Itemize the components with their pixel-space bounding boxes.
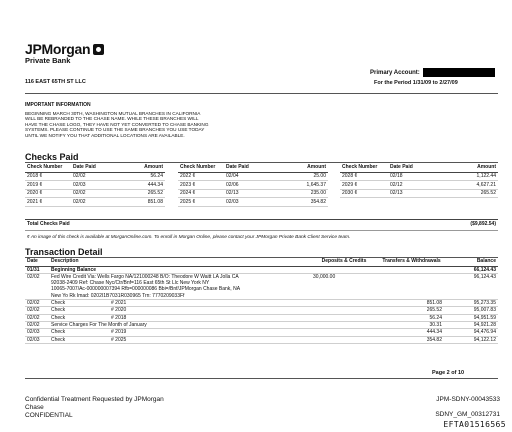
info-line: WILL BE REBRANDED TO THE CHASE NAME. WHILE THESE BRANCHES WILL	[25, 116, 199, 122]
table-row	[178, 181, 328, 190]
col-date-paid: Date Paid	[71, 165, 117, 172]
check-date: 02/03	[71, 181, 117, 190]
table-row	[25, 321, 498, 328]
txn-date: 02/02	[25, 321, 49, 328]
check-number: 2028 ¢	[340, 172, 388, 181]
txn-withdrawal: 30.31	[379, 321, 444, 328]
txn-balance: 95,273.35	[444, 300, 498, 307]
txn-withdrawal: 354.82	[379, 336, 444, 343]
info-line: UNTIL WE NOTIFY YOU THAT ADDITIONAL LOCATIONS ARE AVAILABLE.	[25, 132, 185, 138]
total-checks-label: Total Checks Paid	[27, 221, 70, 227]
txn-deposit	[309, 321, 379, 328]
table-row	[25, 273, 498, 299]
table-row	[25, 336, 498, 343]
txn-date: 01/31	[25, 266, 49, 273]
check-number: 2023 ¢	[178, 181, 224, 190]
transaction-table	[25, 259, 498, 344]
total-checks-value: ($9,892.54)	[470, 221, 496, 227]
desc-type: Check	[51, 307, 66, 314]
txn-description	[49, 329, 309, 336]
table-row	[25, 314, 498, 321]
checks-paid-title: Checks Paid	[25, 152, 79, 162]
check-number: 2018 ¢	[25, 172, 71, 181]
txn-balance: 94,921.28	[444, 321, 498, 328]
statement-period: For the Period 1/31/09 to 2/27/09	[374, 80, 458, 86]
footer-divider	[25, 378, 498, 379]
desc-type: Check	[51, 336, 66, 343]
col-check-number: Check Number	[25, 165, 71, 172]
check-number: 2030 ¢	[340, 189, 388, 198]
check-date: 02/04	[224, 172, 274, 181]
check-image-note: ¢ An image of this check is available at MorganOnline.com. To enroll in Morgan Online, please contact your JPMorgan Private Bank Client Service team.	[27, 235, 351, 240]
checks-table-2	[178, 165, 328, 207]
col-balance: Balance	[444, 259, 498, 266]
col-date-paid: Date Paid	[224, 165, 274, 172]
desc-line: Fed Wire Credit Via: Wells Fargo NA/121000248 B/O: Theodore W Waitt LA Jolla CA	[51, 273, 239, 280]
check-amount: 354.82	[274, 198, 328, 207]
check-date: 02/02	[71, 189, 117, 198]
confidential-label: CONFIDENTIAL	[25, 412, 73, 419]
txn-description	[49, 314, 309, 321]
check-number: 2021 ¢	[25, 198, 71, 207]
efta-bates-number: EFTA01516565	[443, 420, 506, 429]
txn-description	[49, 273, 309, 299]
col-amount: Amount	[117, 165, 165, 172]
important-info-text	[25, 111, 315, 138]
txn-deposit	[309, 300, 379, 307]
brand-logo	[25, 41, 104, 57]
check-date: 02/13	[388, 189, 440, 198]
page-indicator: Page 2 of 10	[432, 370, 465, 376]
table-row	[25, 172, 165, 181]
checks-table-1	[25, 165, 165, 207]
header-divider	[25, 93, 498, 94]
check-date: 02/03	[224, 198, 274, 207]
info-line: SYSTEMS. PLEASE CONTINUE TO USE THE SAME BRANCHES YOU USE TODAY	[25, 127, 205, 133]
check-number: 2022 ¢	[178, 172, 224, 181]
desc-line: 10065-7007/Ac-000000007394 Rfb=000000086 Bbi=/Bnf/JPMorgan Chase Bank, NA	[51, 286, 241, 293]
beginning-balance-row	[25, 266, 498, 273]
check-number: 2019 ¢	[25, 181, 71, 190]
txn-balance: 95,007.83	[444, 307, 498, 314]
txn-balance: 66,124.43	[444, 266, 498, 273]
check-date: 02/13	[224, 189, 274, 198]
checks-divider	[25, 162, 498, 163]
check-amount: 444.34	[117, 181, 165, 190]
col-description: Description	[49, 259, 309, 266]
check-number: 2020 ¢	[25, 189, 71, 198]
bates-sdny: SDNY_GM_00312731	[435, 411, 500, 418]
table-row	[178, 172, 328, 181]
check-date: 02/02	[71, 172, 117, 181]
confidential-treatment-line: Confidential Treatment Requested by JPMorgan	[25, 396, 164, 403]
check-amount: 265.52	[440, 189, 498, 198]
table-row	[25, 189, 165, 198]
check-amount: 25.00	[274, 172, 328, 181]
brand-name: JPMorgan	[25, 41, 91, 57]
table-row	[178, 189, 328, 198]
account-holder-address: 116 EAST 65TH ST LLC	[25, 79, 86, 85]
footer-left	[25, 396, 164, 420]
table-row	[340, 172, 498, 181]
txn-description	[49, 336, 309, 343]
transaction-detail-title: Transaction Detail	[25, 247, 103, 257]
table-row	[25, 329, 498, 336]
col-deposits: Deposits & Credits	[309, 259, 379, 266]
desc-number: # 2025	[111, 336, 127, 343]
desc-line: New Yo Rk Imad: 0202I1B7031R030965 Trn: 7770209033Ff	[51, 292, 185, 299]
txn-withdrawal: 56.24	[379, 314, 444, 321]
checks-bottom-divider	[25, 230, 498, 231]
txn-deposit	[309, 329, 379, 336]
desc-line: 92038-2409 Ref: Chase Nyc/Ctr/Bnf=116 East 65th St Llc New York NY	[51, 280, 210, 287]
txn-withdrawal: 851.08	[379, 300, 444, 307]
col-date-paid: Date Paid	[388, 165, 440, 172]
octagon-logo-icon	[93, 44, 104, 55]
desc-number: # 2020	[111, 307, 127, 314]
col-check-number: Check Number	[340, 165, 388, 172]
checks-total-divider	[25, 219, 498, 220]
desc-number: # 2019	[111, 329, 127, 336]
txn-withdrawal	[379, 273, 444, 299]
primary-account-label: Primary Account:	[370, 70, 420, 76]
check-amount: 1,122.44	[440, 172, 498, 181]
table-row	[25, 181, 165, 190]
check-number: 2025 ¢	[178, 198, 224, 207]
info-line: BEGINNING MARCH 30TH, WASHINGTON MUTUAL BRANCHES IN CALIFORNIA	[25, 111, 201, 116]
table-row	[25, 198, 165, 207]
desc-type: Check	[51, 314, 66, 321]
check-amount: 265.52	[117, 189, 165, 198]
table-row	[25, 300, 498, 307]
desc-type: Check	[51, 300, 66, 307]
col-date: Date	[25, 259, 49, 266]
txn-date: 02/02	[25, 300, 49, 307]
bates-jpm: JPM-SDNY-00043533	[436, 396, 500, 403]
col-check-number: Check Number	[178, 165, 224, 172]
check-date: 02/12	[388, 181, 440, 190]
footer-right	[420, 396, 500, 419]
check-date: 02/06	[224, 181, 274, 190]
col-amount: Amount	[440, 165, 498, 172]
txn-description	[49, 307, 309, 314]
txn-withdrawal: 444.34	[379, 329, 444, 336]
txn-date: 02/02	[25, 273, 49, 299]
txn-deposit	[309, 314, 379, 321]
txn-deposit: 30,000.00	[309, 273, 379, 299]
table-row	[340, 189, 498, 198]
txn-description	[49, 300, 309, 307]
txn-withdrawal: 265.52	[379, 307, 444, 314]
check-amount: 235.00	[274, 189, 328, 198]
desc-number: # 2018	[111, 314, 127, 321]
txn-description: Service Charges For The Month of January	[49, 321, 309, 328]
table-row	[25, 307, 498, 314]
col-amount: Amount	[274, 165, 328, 172]
checks-table-3	[340, 165, 498, 198]
txn-deposit	[309, 336, 379, 343]
txn-date: 02/03	[25, 336, 49, 343]
redacted-account-number	[423, 68, 495, 77]
table-row	[178, 198, 328, 207]
check-date: 02/02	[71, 198, 117, 207]
check-number: 2029 ¢	[340, 181, 388, 190]
brand-subtitle: Private Bank	[25, 56, 71, 65]
txn-date: 02/02	[25, 314, 49, 321]
info-line: HAVE THE CHASE LOGO, THEY HAVE NOT YET CONVERTED TO CHASE BANKING	[25, 121, 209, 127]
txn-balance: 94,476.94	[444, 329, 498, 336]
check-number: 2024 ¢	[178, 189, 224, 198]
important-info-title: IMPORTANT INFORMATION	[25, 102, 91, 108]
table-row	[340, 181, 498, 190]
check-amount: 56.24	[117, 172, 165, 181]
txn-date: 02/02	[25, 307, 49, 314]
check-date: 02/18	[388, 172, 440, 181]
check-amount: 1,645.37	[274, 181, 328, 190]
desc-number: # 2021	[111, 300, 127, 307]
desc-type: Check	[51, 329, 66, 336]
col-transfers: Transfers & Withdrawals	[379, 259, 444, 266]
txn-balance: 94,951.59	[444, 314, 498, 321]
confidential-treatment-line-2: Chase	[25, 404, 44, 411]
txn-deposit	[309, 307, 379, 314]
txn-description: Beginning Balance	[49, 266, 309, 273]
txn-balance: 94,122.12	[444, 336, 498, 343]
check-amount: 4,627.21	[440, 181, 498, 190]
txn-date: 02/03	[25, 329, 49, 336]
check-amount: 851.08	[117, 198, 165, 207]
txn-balance: 96,124.43	[444, 273, 498, 299]
